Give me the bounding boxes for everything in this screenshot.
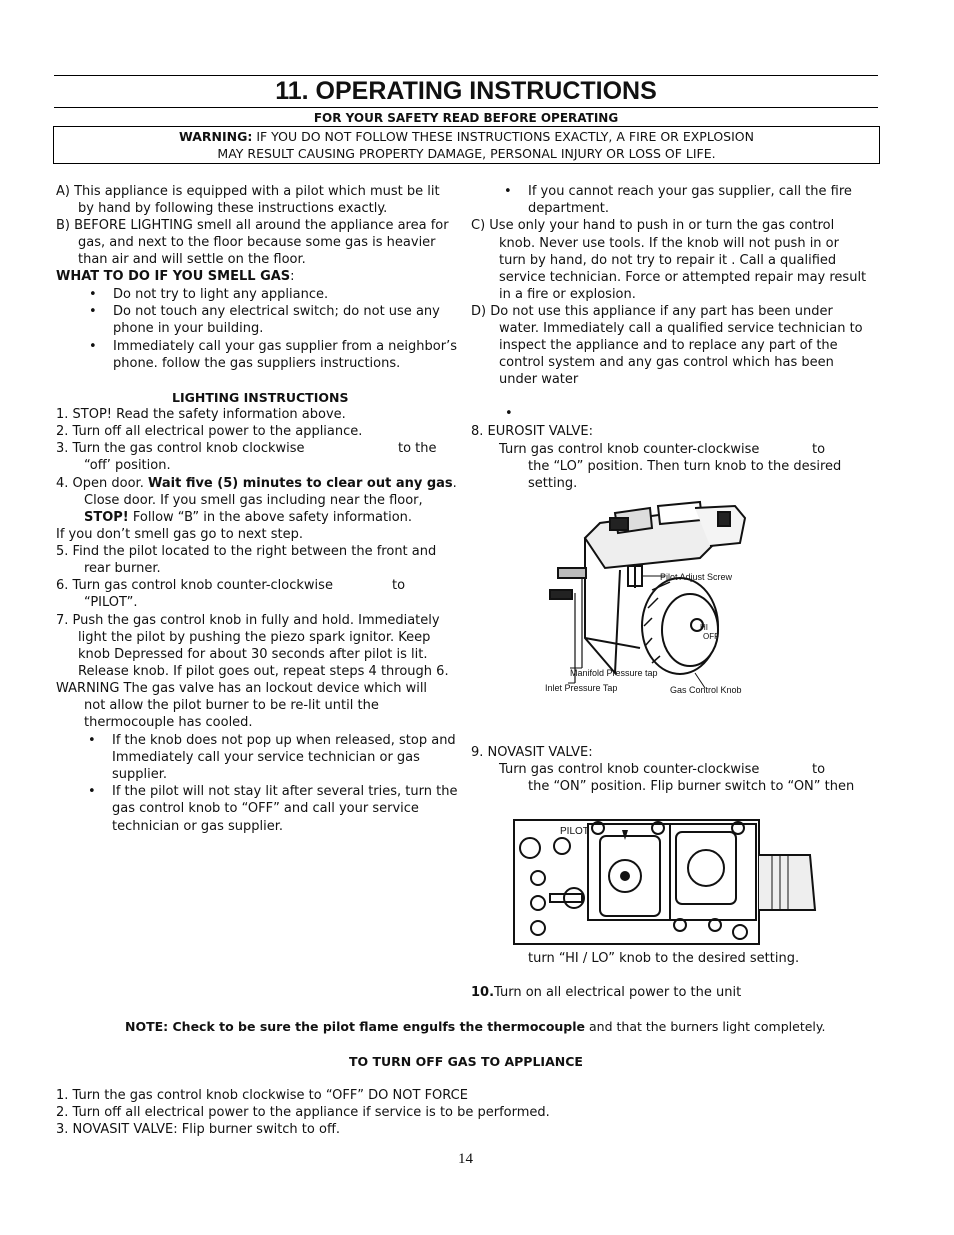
- warning-box: [53, 126, 880, 164]
- lighting-step-4-line4: If you don’t smell gas go to next step.: [56, 527, 303, 542]
- para-d-line5: under water: [499, 372, 579, 387]
- lighting-step-3-cont: “off’ position.: [84, 458, 171, 473]
- turn-off-step-3: 3. NOVASIT VALVE: Flip burner switch to off.: [56, 1122, 341, 1137]
- step-9-novasit: 9. NOVASIT VALVE:: [471, 745, 593, 760]
- lockout-bullet-1: • If the knob does not pop up when released, stop and: [112, 732, 456, 749]
- smell-bullet-2-cont: phone in your building.: [113, 321, 264, 336]
- gas-control-knob-label: Gas Control Knob: [670, 685, 742, 695]
- lockout-warning-line3: thermocouple has cooled.: [84, 715, 253, 730]
- smell-heading: [56, 268, 295, 285]
- lighting-step-6-to: to: [392, 578, 406, 593]
- lockout-bullet-2: • If the pilot will not stay lit after several tries, turn the: [112, 783, 457, 800]
- smell-heading-text: WHAT TO DO IF YOU SMELL GAS: [56, 269, 291, 284]
- para-c-line4: service technician. Force or attempted repair may result: [499, 270, 867, 285]
- para-d-line4: control system and any gas control which has been: [499, 355, 834, 370]
- lighting-step-4-line2: Close door. If you smell gas including near the floor,: [84, 493, 423, 508]
- para-a-line2: by hand by following these instructions exactly.: [78, 201, 388, 216]
- warning-text-2: MAY RESULT CAUSING PROPERTY DAMAGE, PERSONAL INJURY OR LOSS OF LIFE.: [217, 146, 716, 161]
- lighting-step-2: 2. Turn off all electrical power to the appliance.: [56, 424, 363, 439]
- para-c-line1: C) Use only your hand to push in or turn the gas control: [471, 218, 835, 233]
- step-8-to: to: [812, 442, 826, 457]
- lighting-step-6-cont: “PILOT”.: [84, 595, 138, 610]
- lighting-step-4-bold: Wait five (5) minutes to clear out any gas: [147, 476, 453, 491]
- lockout-bullet-1-line3: supplier.: [112, 767, 168, 782]
- lighting-step-3: 3. Turn the gas control knob clockwise: [56, 441, 305, 456]
- turn-off-step-1: 1. Turn the gas control knob clockwise to “OFF” DO NOT FORCE: [56, 1088, 468, 1103]
- safety-subtitle: FOR YOUR SAFETY READ BEFORE OPERATING: [313, 111, 619, 125]
- eurosit-valve-figure: [540, 498, 790, 713]
- warning-label: WARNING:: [178, 129, 253, 144]
- lighting-step-7: 7. Push the gas control knob in fully and hold. Immediately: [56, 613, 440, 628]
- smell-bullet-3: • Immediately call your gas supplier from a neighbor’s: [113, 338, 457, 355]
- empty-bullet: •: [505, 406, 513, 421]
- lighting-step-6: 6. Turn gas control knob counter-clockwise: [56, 578, 333, 593]
- inlet-tap-label: Inlet Pressure Tap: [545, 683, 618, 693]
- lighting-step-7-line4: Release knob. If pilot goes out, repeat steps 4 through 6.: [78, 664, 449, 679]
- para-a-line1: A) This appliance is equipped with a pilot which must be lit: [56, 184, 440, 199]
- step-10-text: Turn on all electrical power to the unit: [494, 985, 742, 1000]
- note-line: [125, 1018, 825, 1035]
- step-10-number: 10.: [471, 985, 495, 1000]
- turn-off-step-2: 2. Turn off all electrical power to the appliance if service is to be performed.: [56, 1105, 550, 1120]
- manifold-tap-label: Manifold Pressure tap: [570, 668, 658, 678]
- knob-off-mark: OFF: [703, 632, 719, 641]
- lighting-heading: LIGHTING INSTRUCTIONS: [172, 390, 349, 405]
- para-b-line2: gas, and next to the floor because some gas is heavier: [78, 235, 436, 250]
- lighting-step-3-to: to the: [398, 441, 437, 456]
- para-b-line3: than air and will settle on the floor.: [78, 252, 306, 267]
- smell-bullet-3-cont: phone. follow the gas suppliers instructions.: [113, 356, 401, 371]
- turn-off-heading: TO TURN OFF GAS TO APPLIANCE: [349, 1054, 583, 1069]
- stop-bold: STOP!: [84, 510, 129, 525]
- para-b-line1: B) BEFORE LIGHTING smell all around the appliance area for: [56, 218, 449, 233]
- lighting-step-4-dot: .: [452, 476, 457, 491]
- lighting-step-1: 1. STOP! Read the safety information above.: [56, 407, 346, 422]
- step-9-line2: Turn gas control knob counter-clockwise: [499, 762, 760, 777]
- step-8-line2: Turn gas control knob counter-clockwise: [499, 442, 760, 457]
- step-8-eurosit: 8. EUROSIT VALVE:: [471, 424, 593, 439]
- page-title: 11. OPERATING INSTRUCTIONS: [275, 77, 657, 105]
- lighting-step-4-line3-text: Follow “B” in the above safety information.: [128, 510, 413, 525]
- page-number: 14: [458, 1151, 473, 1167]
- para-c-line2: knob. Never use tools. If the knob will not push in or: [499, 236, 839, 251]
- lockout-bullet-2-line2: gas control knob to “OFF” and call your service: [112, 801, 419, 816]
- para-c-line3: turn by hand, do not try to repair it . Call a qualified: [499, 253, 837, 268]
- smell-bullet-1: • Do not try to light any appliance.: [113, 286, 328, 303]
- para-d-line1: D) Do not use this appliance if any part has been under: [471, 304, 833, 319]
- step-8-line3: the “LO” position. Then turn knob to the desired: [528, 459, 842, 474]
- lockout-bullet-2-line3: technician or gas supplier.: [112, 819, 284, 834]
- lighting-step-4: [56, 475, 457, 492]
- lighting-step-5: 5. Find the pilot located to the right between the front and: [56, 544, 437, 559]
- lighting-step-5-cont: rear burner.: [84, 561, 161, 576]
- lighting-step-4-text: 4. Open door.: [56, 476, 148, 491]
- warning-text-1: IF YOU DO NOT FOLLOW THESE INSTRUCTIONS EXACTLY, A FIRE OR EXPLOSION: [252, 129, 754, 144]
- fire-dept-bullet-cont: department.: [528, 201, 610, 216]
- lighting-step-7-line2: light the pilot by pushing the piezo spark ignitor. Keep: [78, 630, 431, 645]
- para-d-line2: water. Immediately call a qualified service technician to: [499, 321, 863, 336]
- lighting-step-7-line3: knob Depressed for about 30 seconds after pilot is lit.: [78, 647, 428, 662]
- step-9-to: to: [812, 762, 826, 777]
- knob-hi-mark: HI: [700, 623, 708, 632]
- lighting-step-4-line3: [84, 509, 412, 526]
- note-bold: NOTE: Check to be sure the pilot flame engulfs the thermocouple: [125, 1019, 586, 1034]
- pilot-adjust-label: Pilot Adjust Screw: [660, 572, 733, 582]
- lockout-warning: WARNING The gas valve has an lockout device which will: [56, 681, 428, 696]
- step-9-line3: the “ON” position. Flip burner switch to “ON” then: [528, 779, 855, 794]
- lockout-warning-line2: not allow the pilot burner to be re-lit until the: [84, 698, 379, 713]
- smell-bullet-2: • Do not touch any electrical switch; do not use any: [113, 303, 440, 320]
- para-d-line3: inspect the appliance and to replace any part of the: [499, 338, 838, 353]
- para-c-line5: in a fire or explosion.: [499, 287, 636, 302]
- step-8-line4: setting.: [528, 476, 578, 491]
- title-rule: [54, 107, 878, 108]
- smell-heading-colon: :: [290, 269, 295, 284]
- lockout-bullet-1-line2: Immediately call your service technician or gas: [112, 750, 420, 765]
- fire-dept-bullet: • If you cannot reach your gas supplier, call the fire: [528, 183, 852, 200]
- note-rest: and that the burners light completely.: [585, 1019, 826, 1034]
- step-9-line4: turn “HI / LO” knob to the desired setting.: [528, 951, 800, 966]
- pilot-label: PILOT: [560, 826, 589, 837]
- step-10: [471, 984, 741, 1001]
- novasit-valve-figure: [510, 810, 826, 950]
